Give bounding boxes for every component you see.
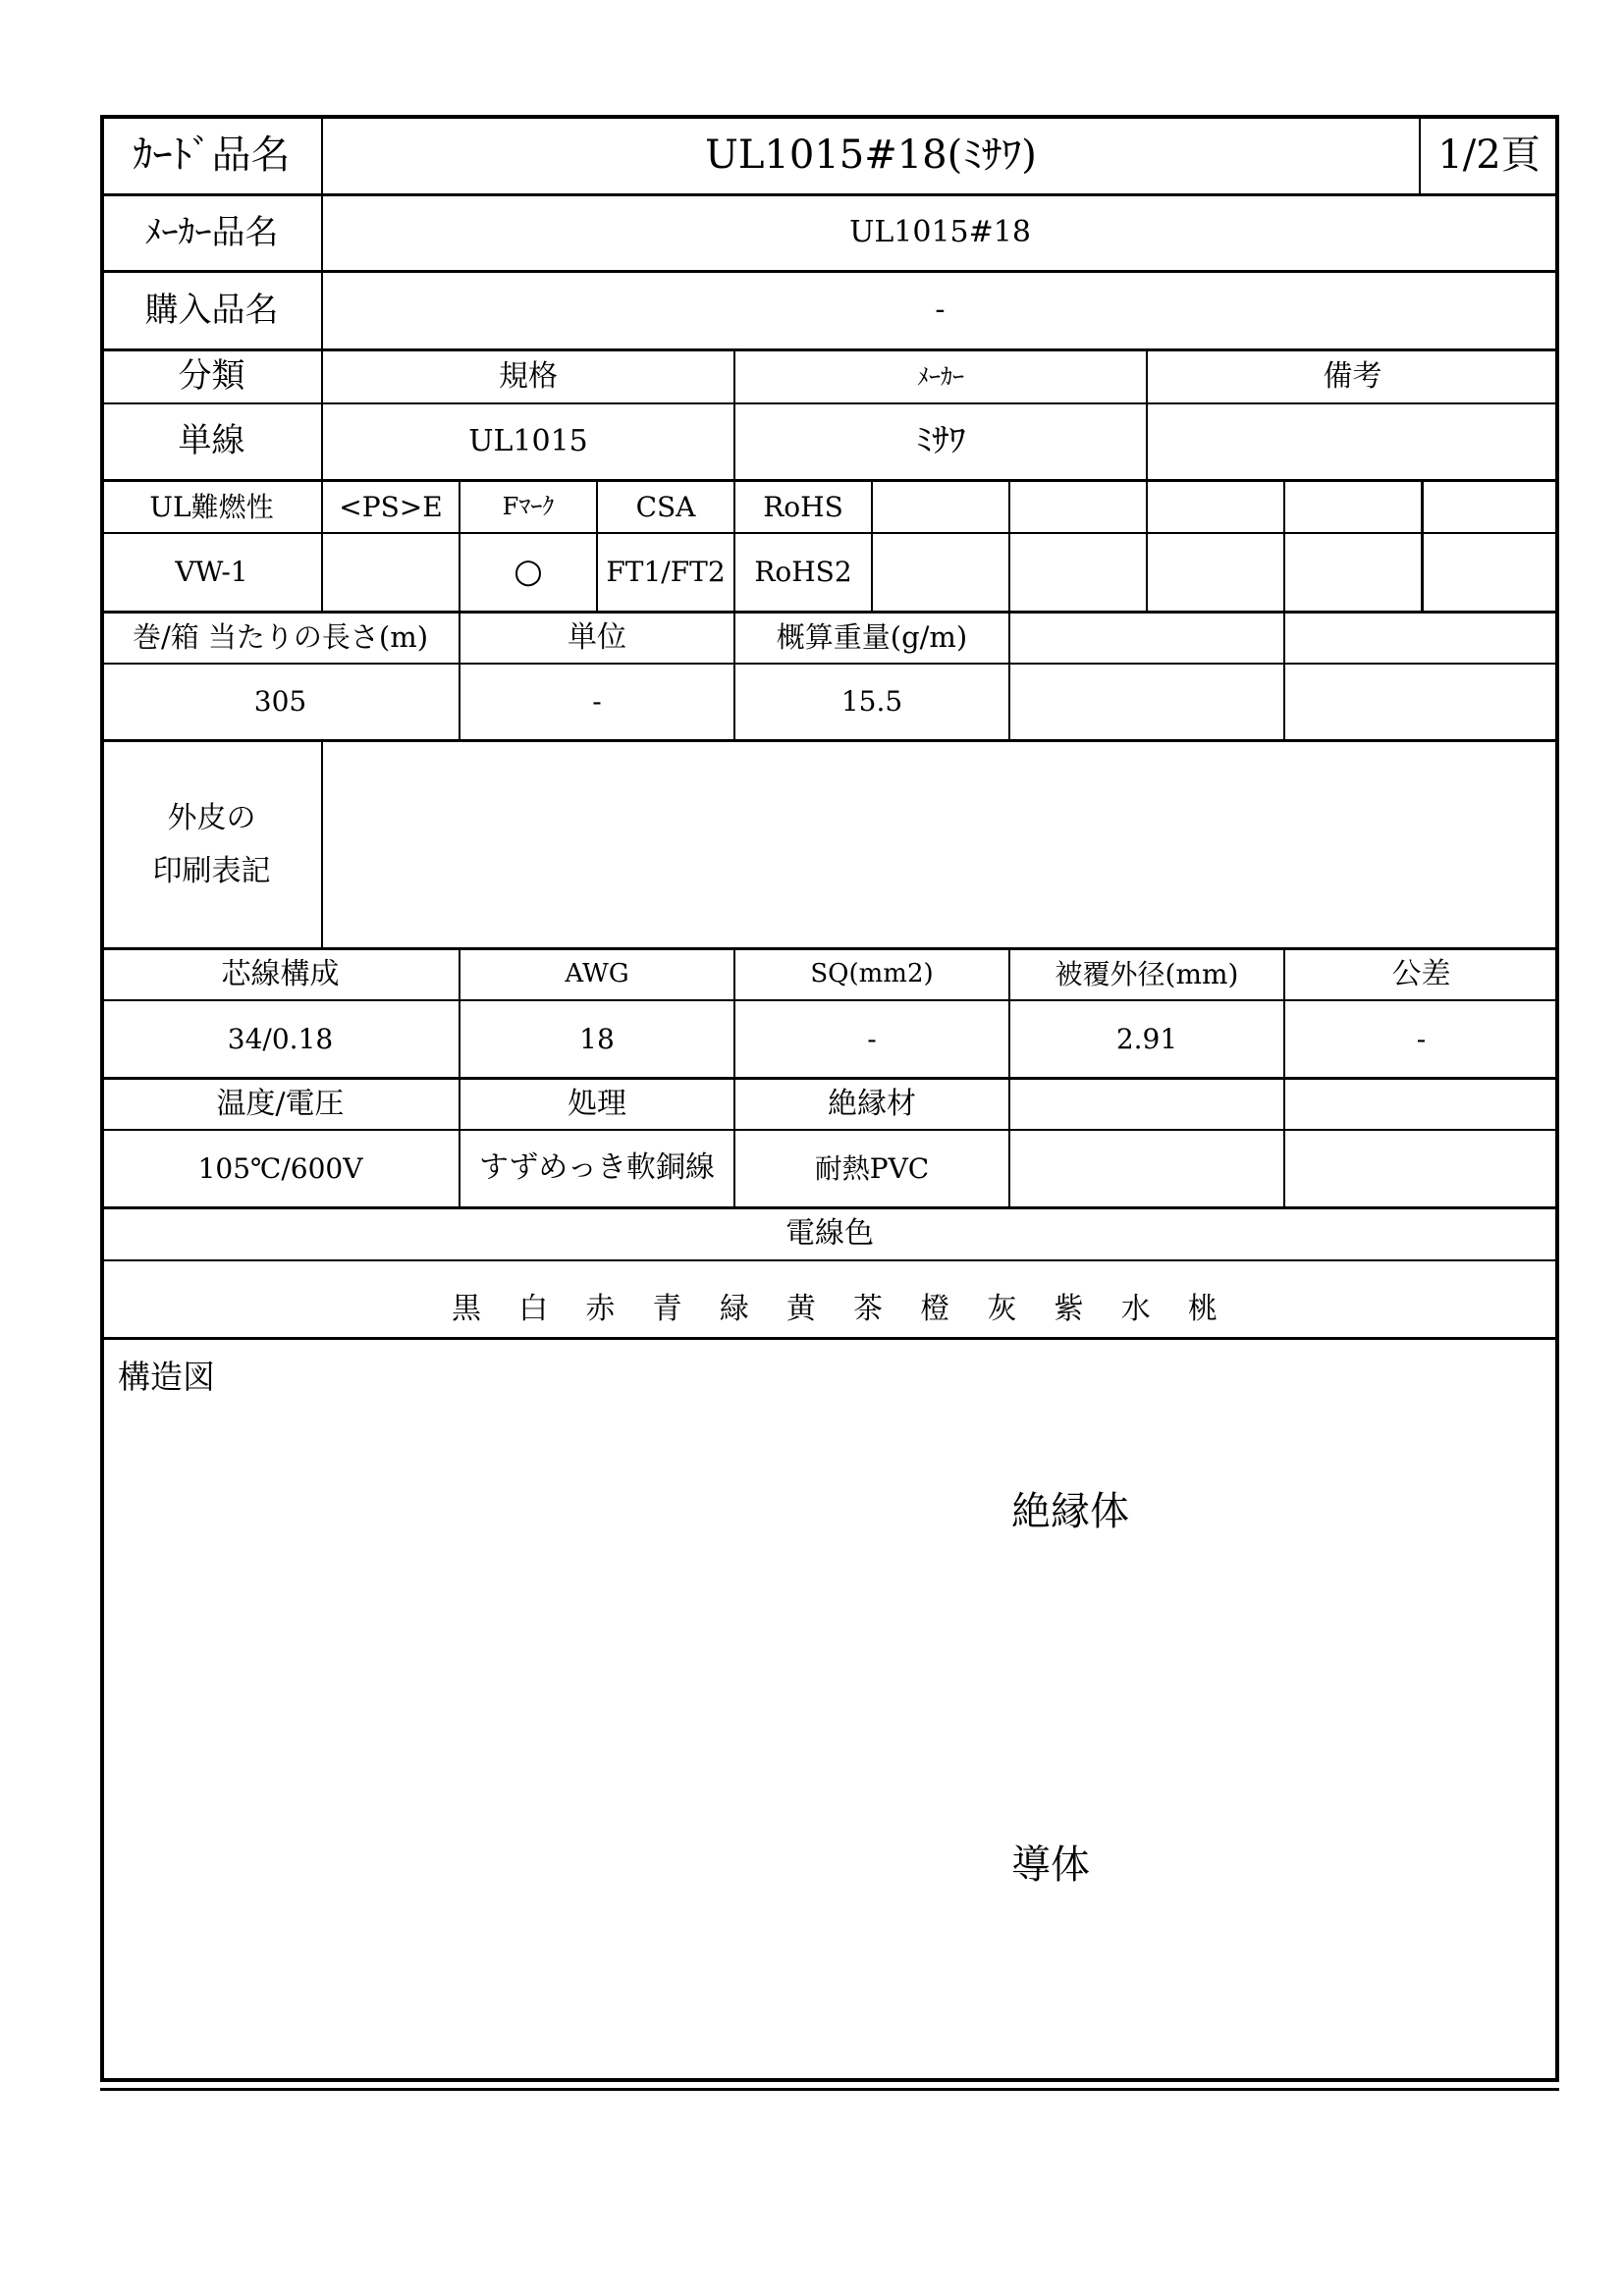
weight-value: 15.5 xyxy=(840,685,903,719)
treatment-header: 処理 xyxy=(568,1086,626,1121)
standard-header: 規格 xyxy=(499,358,558,394)
purchase-name-value: - xyxy=(935,293,946,328)
cert-value-empty xyxy=(1424,534,1557,611)
remarks-value xyxy=(1148,404,1557,479)
print-label xyxy=(102,742,321,947)
bottom-double-line xyxy=(100,2088,1559,2091)
temp-voltage-header: 温度/電圧 xyxy=(216,1086,345,1121)
grid-line xyxy=(1008,612,1010,741)
wire-color-item: 橙 xyxy=(920,1292,950,1326)
wire-color-item: 紫 xyxy=(1054,1292,1084,1326)
awg-value: 18 xyxy=(579,1022,615,1055)
wire-color-item: 青 xyxy=(652,1292,682,1326)
cert-header-empty xyxy=(1010,482,1146,532)
unit-value: - xyxy=(592,685,602,719)
grid-line xyxy=(102,1259,1557,1261)
card-name-value: UL1015#18(ﾐｻﾜ) xyxy=(705,133,1037,178)
ratings-header-empty xyxy=(1010,1080,1283,1129)
outer-diameter-value: 2.91 xyxy=(1115,1022,1178,1055)
print-label-line1: 外皮の xyxy=(167,800,256,835)
cert-value-csa: FT1/FT2 xyxy=(606,556,726,589)
cert-header-empty xyxy=(1148,482,1283,532)
print-label-line2: 印刷表記 xyxy=(152,853,271,888)
grid-line xyxy=(1283,612,1285,741)
length-value: 305 xyxy=(253,685,307,719)
print-value xyxy=(323,742,1557,947)
wire-color-item: 赤 xyxy=(585,1292,616,1326)
sq-value: - xyxy=(867,1022,877,1055)
structure-title: 構造図 xyxy=(118,1357,215,1396)
cert-header-ul-flame: UL難燃性 xyxy=(149,490,274,523)
awg-header: AWG xyxy=(565,959,629,989)
card-name-label: ｶｰﾄﾞ品名 xyxy=(133,133,291,178)
wire-color-item: 灰 xyxy=(987,1292,1017,1326)
grid-line xyxy=(102,1337,1557,1340)
cert-header-f-mark: Fﾏｰｸ xyxy=(502,493,555,521)
maker-name-label: ﾒｰｶｰ品名 xyxy=(144,212,279,252)
wire-color-item: 桃 xyxy=(1187,1292,1218,1326)
maker-header: ﾒｰｶｰ xyxy=(917,362,964,391)
length-header: 巻/箱 当たりの長さ(m) xyxy=(132,620,429,655)
cert-value-f-mark: ○ xyxy=(514,552,543,592)
wire-color-item: 白 xyxy=(518,1292,549,1326)
tolerance-value: - xyxy=(1416,1022,1427,1055)
tolerance-header: 公差 xyxy=(1391,956,1451,991)
category-header: 分類 xyxy=(178,356,245,397)
purchase-name-label: 購入品名 xyxy=(144,290,279,330)
insulator-label: 絶縁体 xyxy=(1011,1489,1129,1534)
cert-value-empty xyxy=(1010,534,1146,611)
cert-value-pse xyxy=(323,534,459,611)
wire-color-item: 緑 xyxy=(719,1292,749,1326)
cert-header-rohs: RoHS xyxy=(763,490,843,523)
treatment-value: すずめっき軟銅線 xyxy=(479,1150,715,1186)
core-structure-value: 34/0.18 xyxy=(227,1022,334,1055)
wire-color-list xyxy=(452,1276,1218,1335)
unit-header: 単位 xyxy=(568,619,626,655)
category-value: 単線 xyxy=(178,421,245,461)
cert-value-empty xyxy=(873,534,1008,611)
remarks-header: 備考 xyxy=(1323,358,1382,394)
core-structure-header: 芯線構成 xyxy=(221,956,340,991)
cert-header-empty xyxy=(1285,482,1421,532)
cert-value-rohs: RoHS2 xyxy=(754,556,852,589)
conductor-label: 導体 xyxy=(1011,1842,1090,1888)
cert-value-empty xyxy=(1285,534,1421,611)
cert-value-ul-flame: VW-1 xyxy=(175,556,248,589)
sq-header: SQ(mm2) xyxy=(810,959,934,989)
wire-color-item: 茶 xyxy=(853,1292,884,1326)
maker-name-value: UL1015#18 xyxy=(849,215,1031,250)
ratings-value-empty xyxy=(1285,1131,1557,1206)
page-number: 1/2頁 xyxy=(1437,133,1541,178)
maker-value: ﾐｻﾜ xyxy=(915,421,966,461)
wire-color-header: 電線色 xyxy=(785,1216,874,1252)
standard-value: UL1015 xyxy=(468,423,588,458)
cert-header-empty xyxy=(1424,482,1557,532)
wire-color-item: 黄 xyxy=(785,1292,816,1326)
insulation-value: 耐熱PVC xyxy=(814,1151,930,1185)
wire-color-item: 黒 xyxy=(452,1292,481,1326)
cert-value-empty xyxy=(1148,534,1283,611)
cert-header-pse: <PS>E xyxy=(339,490,443,523)
ratings-header-empty xyxy=(1285,1080,1557,1129)
insulation-header: 絶縁材 xyxy=(828,1086,916,1121)
outer-diameter-header: 被覆外径(mm) xyxy=(1055,958,1239,991)
ratings-value-empty xyxy=(1010,1131,1283,1206)
wire-color-item: 水 xyxy=(1120,1292,1151,1326)
temp-voltage-value: 105℃/600V xyxy=(197,1151,363,1185)
weight-header: 概算重量(g/m) xyxy=(776,620,968,655)
cert-header-empty xyxy=(873,482,1008,532)
cert-header-csa: CSA xyxy=(635,490,696,523)
